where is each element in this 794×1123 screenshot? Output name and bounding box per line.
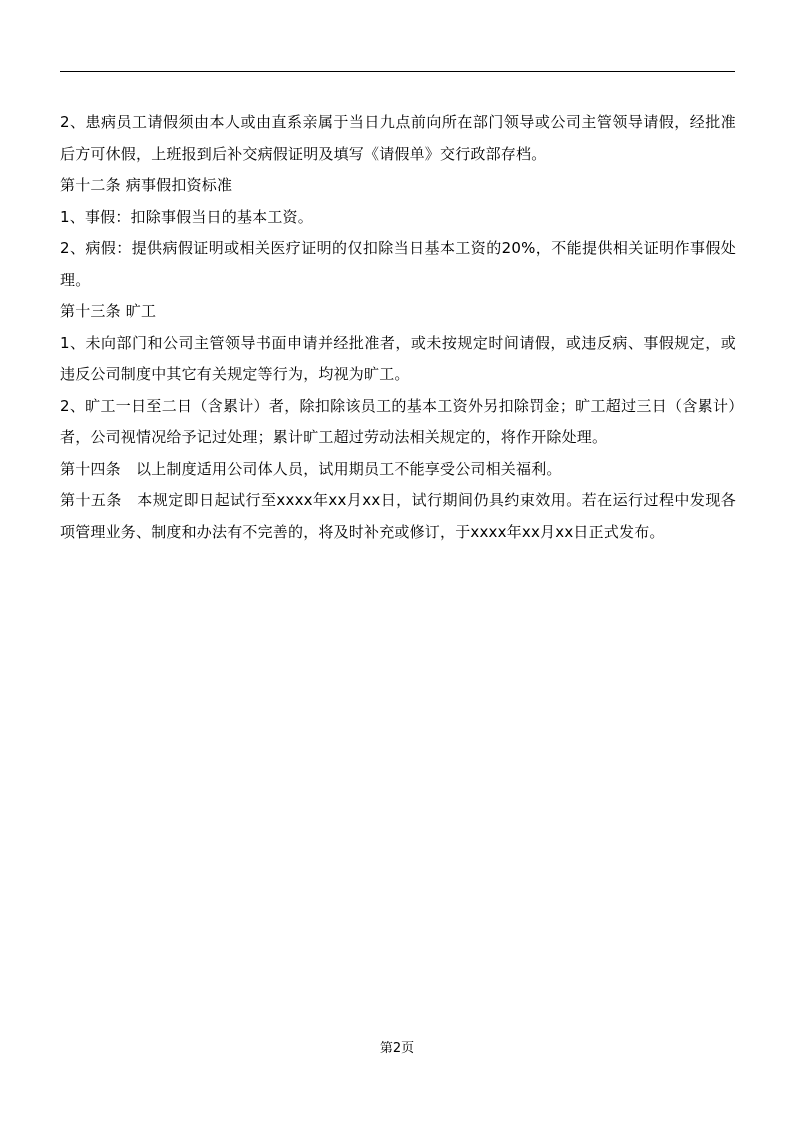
article-13-heading: 第十三条 旷工 xyxy=(60,302,157,320)
paragraph-sick-leave-deduction: 2、病假：提供病假证明或相关医疗证明的仅扣除当日基本工资的20%，不能提供相关证明作事假处理。 xyxy=(60,239,736,289)
document-body xyxy=(60,107,736,548)
paragraph-personal-leave-deduction: 1、事假：扣除事假当日的基本工资。 xyxy=(60,207,313,226)
paragraph-sick-leave-procedure: 2、患病员工请假须由本人或由直系亲属于当日九点前向所在部门领导或公司主管领导请假，经批准后方可休假，上班报到后补交病假证明及填写《请假单》交行政部存档。 xyxy=(60,113,736,163)
page-number: 第2页 xyxy=(379,1041,415,1056)
header-rule xyxy=(60,71,735,72)
article-15: 第十五条 本规定即日起试行至xxxx年xx月xx日，试行期间仍具约束效用。若在运行过程中发现各项管理业务、制度和办法有不完善的，将及时补充或修订，于xxxx年xx月xx日正式发布。 xyxy=(60,491,736,541)
paragraph-absenteeism-definition: 1、未向部门和公司主管领导书面申请并经批准者，或未按规定时间请假，或违反病、事假规定，或违反公司制度中其它有关规定等行为，均视为旷工。 xyxy=(60,333,736,383)
article-14: 第十四条 以上制度适用公司体人员，试用期员工不能享受公司相关福利。 xyxy=(60,459,562,478)
article-12-heading: 第十二条 病事假扣资标准 xyxy=(60,176,233,194)
paragraph-absenteeism-penalty: 2、旷工一日至二日（含累计）者，除扣除该员工的基本工资外另扣除罚金；旷工超过三日（含累计）者，公司视情况给予记过处理；累计旷工超过劳动法相关规定的，将作开除处理。 xyxy=(60,396,736,446)
